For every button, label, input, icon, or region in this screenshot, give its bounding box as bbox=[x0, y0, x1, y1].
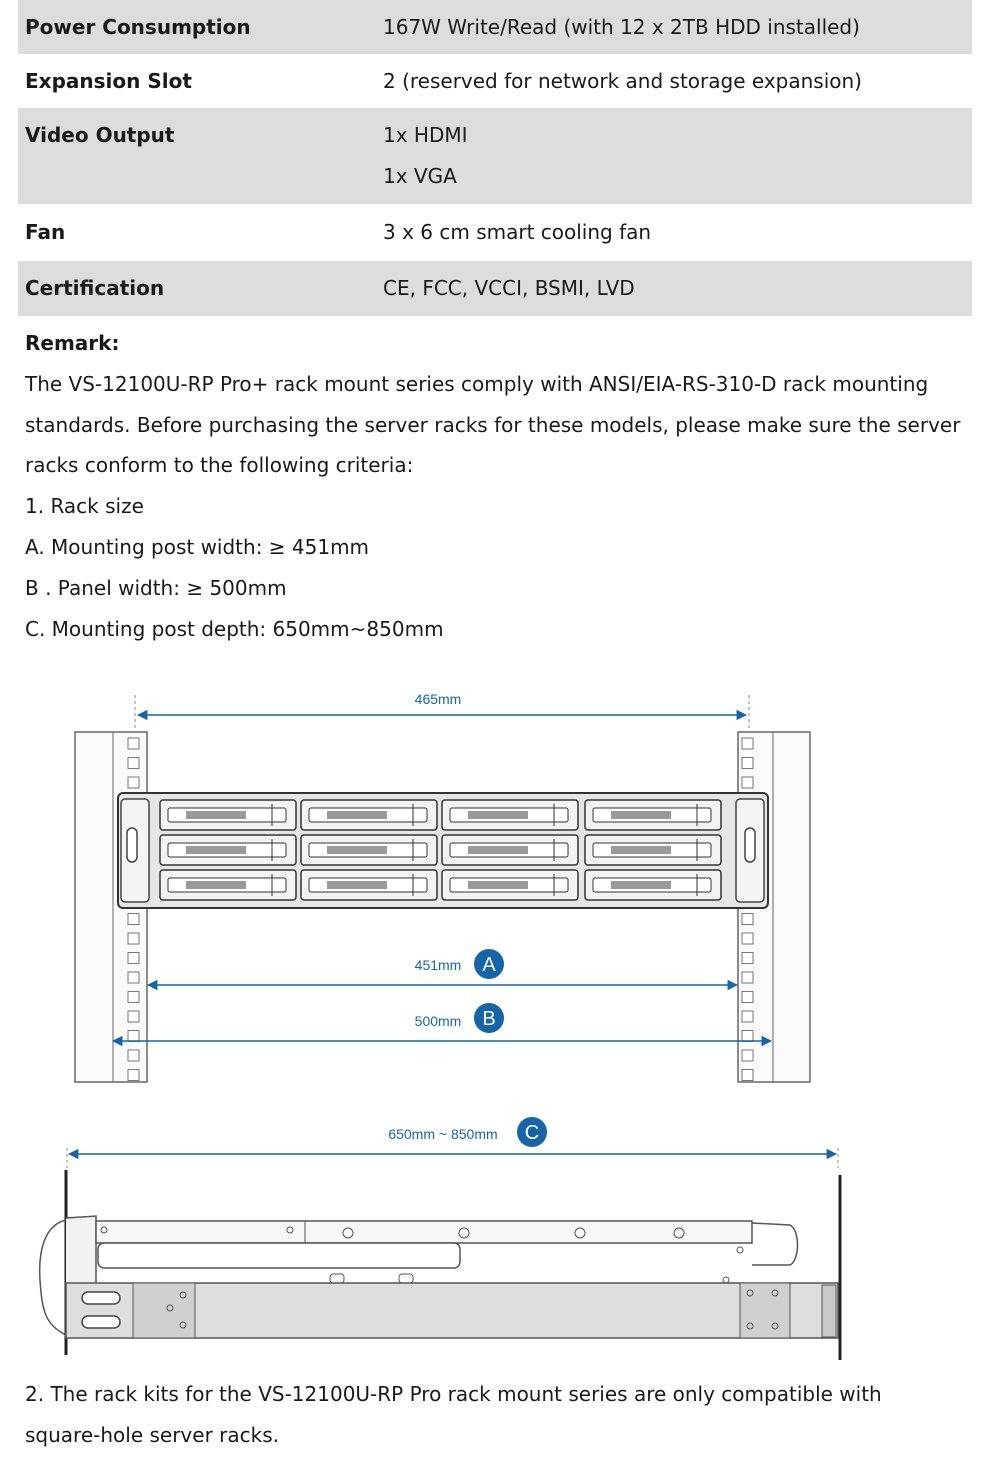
depth-label: 650mm ~ 850mm bbox=[388, 1126, 498, 1142]
rack-hole bbox=[128, 933, 139, 944]
footer-line: square-hole server racks. bbox=[25, 1422, 279, 1447]
spec-row-video bbox=[18, 108, 972, 204]
badge-b-text: B bbox=[482, 1008, 496, 1030]
rack-hole bbox=[742, 933, 753, 944]
rack-hole bbox=[742, 992, 753, 1003]
spec-value-line: 3 x 6 cm smart cooling fan bbox=[383, 220, 652, 244]
rack-hole bbox=[128, 1050, 139, 1061]
footer-note bbox=[25, 1374, 975, 1456]
rack-dimension-diagram bbox=[0, 660, 994, 1370]
spec-value-line: CE, FCC, VCCI, BSMI, LVD bbox=[383, 276, 635, 300]
drive-bay bbox=[442, 835, 578, 865]
rack-hole bbox=[128, 953, 139, 964]
spec-label: Expansion Slot bbox=[25, 69, 192, 93]
spec-value bbox=[383, 54, 972, 108]
spec-label: Video Output bbox=[25, 123, 175, 147]
spec-row-certification bbox=[18, 261, 972, 316]
spec-value-line: 1x VGA bbox=[383, 164, 457, 188]
drive-bay bbox=[301, 835, 437, 865]
rack-hole bbox=[742, 1011, 753, 1022]
spec-label: Certification bbox=[25, 276, 165, 300]
rack-hole bbox=[742, 914, 753, 925]
remark-intro-line: The VS-12100U-RP Pro+ rack mount series comply with ANSI/EIA-RS-310-D rack mounting bbox=[25, 371, 929, 396]
front-width-label: 465mm bbox=[414, 691, 462, 707]
rack-hole bbox=[742, 953, 753, 964]
spec-row-expansion bbox=[18, 54, 972, 108]
spec-value-line: 1x HDMI bbox=[383, 123, 468, 147]
drive-bay bbox=[160, 800, 296, 830]
post-width-label: 451mm bbox=[414, 957, 462, 973]
drive-bay bbox=[585, 870, 721, 900]
criteria-item: B . Panel width: ≥ 500mm bbox=[25, 575, 287, 600]
rack-hole bbox=[742, 758, 753, 769]
side-view bbox=[40, 1117, 840, 1360]
drive-bay bbox=[442, 800, 578, 830]
rack-hole bbox=[742, 972, 753, 983]
rack-hole bbox=[128, 1070, 139, 1081]
spec-table bbox=[18, 0, 972, 316]
upper-rail bbox=[96, 1221, 752, 1243]
drive-bay bbox=[585, 835, 721, 865]
rack-hole bbox=[742, 1050, 753, 1061]
criteria-item: C. Mounting post depth: 650mm~850mm bbox=[25, 616, 444, 641]
rack-hole bbox=[128, 777, 139, 788]
rack-hole bbox=[128, 914, 139, 925]
drive-bay bbox=[585, 800, 721, 830]
rack-hole bbox=[128, 1011, 139, 1022]
remark-intro-line: racks conform to the following criteria: bbox=[25, 453, 414, 478]
rack-hole bbox=[742, 1031, 753, 1042]
rack-hole bbox=[742, 738, 753, 749]
spec-label: Power Consumption bbox=[25, 15, 251, 39]
inner-slide bbox=[98, 1243, 460, 1268]
rack-hole bbox=[128, 758, 139, 769]
criteria-item: A. Mounting post width: ≥ 451mm bbox=[25, 534, 370, 559]
spec-row-power bbox=[18, 0, 972, 54]
drive-bay bbox=[301, 870, 437, 900]
rack-hole bbox=[128, 972, 139, 983]
spec-value bbox=[383, 261, 972, 316]
spec-value bbox=[383, 0, 972, 54]
drive-bay bbox=[160, 835, 296, 865]
rack-hole bbox=[128, 738, 139, 749]
spec-label: Fan bbox=[25, 220, 66, 244]
spec-value bbox=[383, 204, 972, 261]
footer-line: 2. The rack kits for the VS-12100U-RP Pro rack mount series are only compatible with bbox=[25, 1382, 882, 1406]
remark-intro-line: standards. Before purchasing the server racks for these models, please make sure the server bbox=[25, 412, 961, 437]
rack-hole bbox=[742, 1070, 753, 1081]
rack-hole bbox=[742, 777, 753, 788]
panel-width-label: 500mm bbox=[414, 1013, 462, 1029]
drive-bay bbox=[160, 870, 296, 900]
remark-section bbox=[25, 323, 975, 649]
spec-row-fan bbox=[18, 204, 972, 261]
drive-bay bbox=[301, 800, 437, 830]
spec-value bbox=[383, 108, 972, 204]
criteria-item: 1. Rack size bbox=[25, 494, 144, 519]
spec-value-line: 167W Write/Read (with 12 x 2TB HDD installed) bbox=[383, 15, 860, 39]
remark-heading: Remark: bbox=[25, 331, 120, 355]
rack-hole bbox=[128, 992, 139, 1003]
front-view bbox=[75, 691, 810, 1082]
badge-a-text: A bbox=[482, 954, 496, 976]
drive-bay bbox=[442, 870, 578, 900]
rack-hole bbox=[128, 1031, 139, 1042]
badge-c-text: C bbox=[524, 1122, 540, 1144]
spec-value-line: 2 (reserved for network and storage expansion) bbox=[383, 69, 862, 93]
